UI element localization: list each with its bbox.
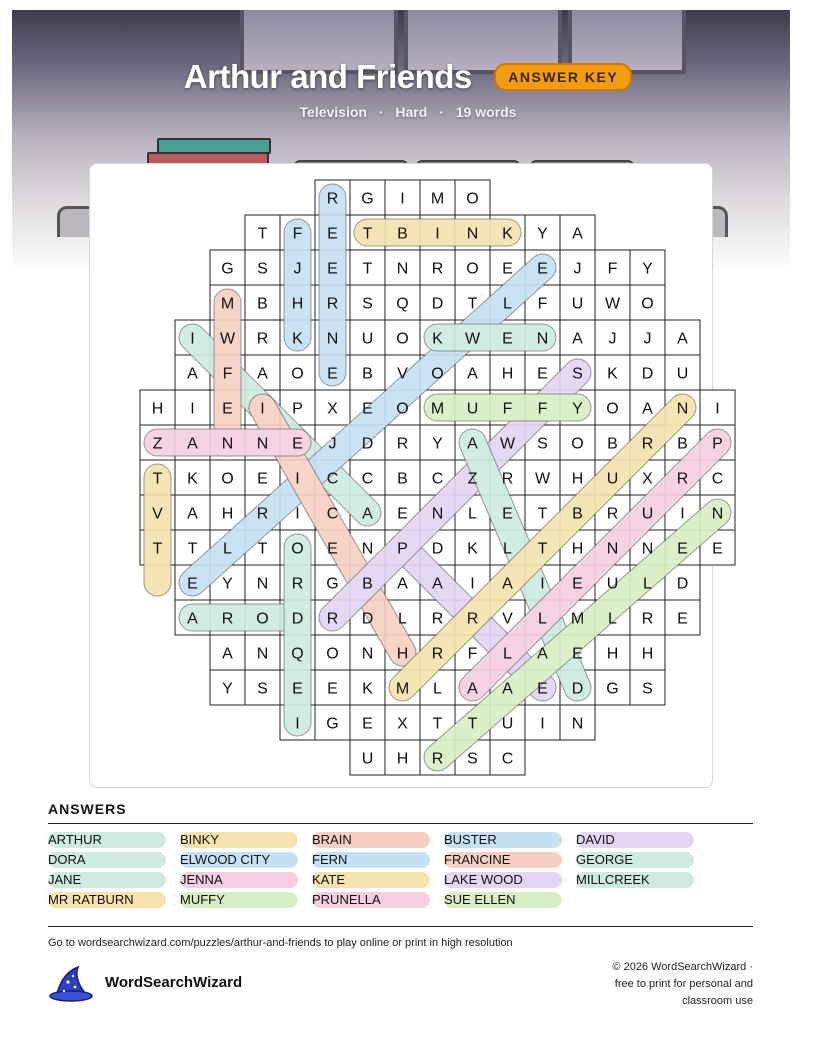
- grid-letter: H: [501, 365, 514, 383]
- grid-letter: A: [187, 435, 198, 453]
- grid-letter: E: [677, 610, 688, 628]
- grid-letter: N: [361, 645, 374, 663]
- grid-letter: T: [537, 505, 548, 523]
- grid-letter: B: [397, 470, 408, 488]
- grid-letter: M: [220, 295, 235, 313]
- grid-letter: T: [432, 715, 443, 733]
- grid-letter: N: [361, 540, 374, 558]
- grid-letter: R: [396, 435, 409, 453]
- grid-letter: O: [291, 540, 304, 558]
- grid-letter: A: [467, 365, 478, 383]
- grid-letter: E: [572, 645, 583, 663]
- grid-letter: O: [466, 260, 479, 278]
- grid-letter: J: [643, 330, 652, 348]
- grid-letter: B: [257, 295, 268, 313]
- grid-letter: O: [466, 190, 479, 208]
- grid-letter: I: [540, 715, 545, 733]
- grid-letter: T: [257, 225, 268, 243]
- grid-letter: W: [219, 330, 236, 348]
- grid-letter: A: [642, 400, 653, 418]
- grid-letter: F: [537, 400, 548, 418]
- grid-letter: M: [430, 400, 445, 418]
- grid-letter: C: [326, 470, 339, 488]
- grid-letter: E: [502, 330, 513, 348]
- answer-item: BINKY: [180, 832, 298, 848]
- word-count-label: 19 words: [455, 104, 517, 120]
- grid-letter: O: [396, 330, 409, 348]
- grid-letter: D: [571, 680, 584, 698]
- grid-letter: A: [187, 505, 198, 523]
- grid-letter: I: [295, 470, 300, 488]
- grid-letter: Y: [222, 575, 233, 593]
- grid-letter: J: [573, 260, 582, 278]
- grid-letter: H: [641, 645, 654, 663]
- grid-letter: R: [466, 610, 479, 628]
- word-search-grid: [90, 164, 724, 787]
- highlight-george: [284, 534, 311, 736]
- grid-letter: A: [467, 435, 478, 453]
- grid-letter: Z: [467, 470, 478, 488]
- grid-letter: I: [435, 225, 440, 243]
- grid-letter: L: [608, 610, 617, 628]
- grid-letter: O: [431, 365, 444, 383]
- grid-letter: R: [606, 505, 619, 523]
- answer-item: ELWOOD CITY: [180, 852, 298, 868]
- highlight-buster: [319, 184, 346, 386]
- grid-letter: P: [397, 540, 408, 558]
- answer-item: PRUNELLA: [312, 892, 430, 908]
- answer-item: FERN: [312, 852, 430, 868]
- grid-letter: F: [292, 225, 303, 243]
- grid-letter: C: [711, 470, 724, 488]
- grid-letter: W: [499, 435, 516, 453]
- grid-letter: X: [327, 400, 338, 418]
- grid-letter: D: [676, 575, 689, 593]
- grid-letter: E: [362, 400, 373, 418]
- grid-letter: E: [292, 435, 303, 453]
- grid-letter: S: [537, 435, 548, 453]
- grid-letter: V: [397, 365, 408, 383]
- grid-letter: L: [503, 540, 512, 558]
- grid-letter: U: [606, 575, 619, 593]
- grid-letter: E: [362, 715, 373, 733]
- grid-letter: F: [222, 365, 233, 383]
- answer-key-badge: ANSWER KEY: [494, 63, 632, 91]
- grid-letter: R: [641, 435, 654, 453]
- grid-letter: K: [502, 225, 513, 243]
- grid-letter: U: [641, 505, 654, 523]
- grid-letter: Y: [432, 435, 443, 453]
- grid-letter: K: [187, 470, 198, 488]
- grid-letter: E: [572, 575, 583, 593]
- grid-letter: R: [326, 295, 339, 313]
- page-title: Arthur and Friends: [183, 58, 472, 95]
- grid-letter: K: [362, 680, 373, 698]
- grid-letter: A: [362, 505, 373, 523]
- grid-letter: E: [712, 540, 723, 558]
- grid-letter: N: [326, 330, 339, 348]
- grid-letter: V: [502, 610, 513, 628]
- grid-letter: K: [292, 330, 303, 348]
- grid-letter: Y: [572, 400, 583, 418]
- grid-letter: B: [677, 435, 688, 453]
- grid-letter: R: [501, 470, 514, 488]
- grid-letter: R: [431, 645, 444, 663]
- puzzle-card: [89, 163, 724, 788]
- answer-item: DAVID: [576, 832, 694, 848]
- grid-letter: N: [571, 715, 584, 733]
- grid-letter: S: [362, 295, 373, 313]
- copyright-notice: [553, 959, 753, 1010]
- grid-letter: B: [607, 435, 618, 453]
- grid-letter: T: [187, 540, 198, 558]
- grid-letter: O: [641, 295, 654, 313]
- answer-item: MR RATBURN: [48, 892, 166, 908]
- category-label: Television: [299, 104, 367, 120]
- grid-letter: F: [607, 260, 618, 278]
- grid-letter: N: [256, 435, 269, 453]
- answers-heading: ANSWERS: [48, 801, 127, 817]
- answer-item: DORA: [48, 852, 166, 868]
- grid-letter: I: [400, 190, 405, 208]
- grid-letter: E: [327, 540, 338, 558]
- grid-letter: I: [190, 400, 195, 418]
- answer-item: BRAIN: [312, 832, 430, 848]
- grid-letter: D: [361, 610, 374, 628]
- grid-letter: N: [711, 505, 724, 523]
- grid-letter: L: [503, 645, 512, 663]
- grid-letter: E: [327, 260, 338, 278]
- wizard-hat-icon: [48, 965, 94, 1003]
- grid-letter: A: [187, 365, 198, 383]
- grid-letter: A: [257, 365, 268, 383]
- grid-letter: R: [256, 330, 269, 348]
- grid-letter: D: [361, 435, 374, 453]
- grid-letter: H: [571, 540, 584, 558]
- grid-letter: A: [677, 330, 688, 348]
- grid-letter: R: [431, 260, 444, 278]
- grid-letter: T: [467, 715, 478, 733]
- grid-letter: A: [572, 330, 583, 348]
- grid-letter: N: [641, 540, 654, 558]
- grid-letter: A: [187, 610, 198, 628]
- grid-letter: Y: [537, 225, 548, 243]
- grid-letter: T: [152, 540, 163, 558]
- grid-letter: N: [256, 575, 269, 593]
- grid-letter: N: [606, 540, 619, 558]
- grid-letter: J: [608, 330, 617, 348]
- brand-name: WordSearchWizard: [105, 974, 243, 991]
- grid-letter: I: [295, 505, 300, 523]
- grid-letter: M: [395, 680, 410, 698]
- grid-letter: O: [221, 470, 234, 488]
- grid-letter: I: [680, 505, 685, 523]
- grid-letter: W: [534, 470, 551, 488]
- answer-item: GEORGE: [576, 852, 694, 868]
- grid-letter: G: [326, 575, 339, 593]
- grid-letter: O: [326, 645, 339, 663]
- footer-link[interactable]: Go to wordsearchwizard.com/puzzles/arthur-and-friends to play online or print in high resolution: [48, 937, 513, 949]
- grid-letter: F: [502, 400, 513, 418]
- grid-letter: T: [467, 295, 478, 313]
- brand-logo[interactable]: [48, 965, 243, 1001]
- grid-letter: H: [606, 645, 619, 663]
- grid-letter: I: [715, 400, 720, 418]
- grid-letter: L: [503, 295, 512, 313]
- grid-letter: R: [326, 610, 339, 628]
- grid-letter: F: [537, 295, 548, 313]
- copyright-line: free to print for personal and: [614, 978, 753, 990]
- grid-letter: E: [537, 260, 548, 278]
- grid-letter: C: [501, 750, 514, 768]
- grid-letter: D: [291, 610, 304, 628]
- grid-letter: E: [327, 365, 338, 383]
- grid-letter: L: [398, 610, 407, 628]
- grid-letter: B: [397, 225, 408, 243]
- grid-letter: K: [432, 330, 443, 348]
- grid-letter: Y: [222, 680, 233, 698]
- grid-letter: E: [257, 470, 268, 488]
- answer-item: LAKE WOOD: [444, 872, 562, 888]
- grid-letter: H: [291, 295, 304, 313]
- answer-item: ARTHUR: [48, 832, 166, 848]
- answer-item: SUE ELLEN: [444, 892, 562, 908]
- grid-letter: S: [572, 365, 583, 383]
- difficulty-label: Hard: [395, 104, 428, 120]
- grid-letter: E: [537, 365, 548, 383]
- grid-letter: G: [606, 680, 619, 698]
- grid-letter: R: [431, 750, 444, 768]
- grid-letter: E: [502, 260, 513, 278]
- grid-letter: U: [361, 750, 374, 768]
- grid-letter: E: [537, 680, 548, 698]
- grid-letter: H: [571, 470, 584, 488]
- grid-letter: T: [537, 540, 548, 558]
- grid-letter: T: [152, 470, 163, 488]
- grid-letter: H: [221, 505, 234, 523]
- grid-letter: R: [326, 190, 339, 208]
- grid-letter: Z: [152, 435, 163, 453]
- answers-list: [48, 832, 753, 914]
- grid-letter: E: [502, 505, 513, 523]
- grid-letter: R: [431, 610, 444, 628]
- grid-letter: I: [295, 715, 300, 733]
- grid-letter: R: [676, 470, 689, 488]
- answer-item: FRANCINE: [444, 852, 562, 868]
- grid-letter: T: [362, 260, 373, 278]
- grid-letter: N: [676, 400, 689, 418]
- grid-letter: N: [396, 260, 409, 278]
- grid-letter: O: [571, 435, 584, 453]
- answer-item: MILLCREEK: [576, 872, 694, 888]
- answers-divider: [48, 823, 753, 824]
- puzzle-meta: [0, 104, 816, 120]
- grid-letter: E: [292, 680, 303, 698]
- grid-letter: G: [221, 260, 234, 278]
- grid-letter: J: [293, 260, 302, 278]
- grid-letter: F: [467, 645, 478, 663]
- answer-item: MUFFY: [180, 892, 298, 908]
- grid-letter: P: [292, 400, 303, 418]
- grid-letter: O: [396, 400, 409, 418]
- answer-item: KATE: [312, 872, 430, 888]
- grid-letter: L: [643, 575, 652, 593]
- grid-letter: C: [361, 470, 374, 488]
- grid-letter: A: [572, 225, 583, 243]
- grid-letter: L: [433, 680, 442, 698]
- grid-letter: B: [362, 575, 373, 593]
- grid-letter: T: [257, 540, 268, 558]
- grid-letter: O: [291, 365, 304, 383]
- grid-letter: X: [642, 470, 653, 488]
- footer-divider: [48, 926, 753, 927]
- grid-letter: B: [572, 505, 583, 523]
- grid-letter: E: [222, 400, 233, 418]
- grid-letter: C: [326, 505, 339, 523]
- grid-letter: A: [432, 575, 443, 593]
- grid-letter: G: [326, 715, 339, 733]
- grid-letter: Q: [291, 645, 304, 663]
- grid-letter: I: [540, 575, 545, 593]
- grid-letter: U: [606, 470, 619, 488]
- grid-letter: A: [222, 645, 233, 663]
- grid-letter: U: [676, 365, 689, 383]
- answer-item: JANE: [48, 872, 166, 888]
- grid-letter: R: [256, 505, 269, 523]
- grid-letter: P: [712, 435, 723, 453]
- grid-letter: I: [470, 575, 475, 593]
- grid-letter: S: [467, 750, 478, 768]
- answer-item: BUSTER: [444, 832, 562, 848]
- grid-letter: J: [328, 435, 337, 453]
- grid-letter: R: [641, 610, 654, 628]
- grid-letter: R: [221, 610, 234, 628]
- grid-letter: L: [223, 540, 232, 558]
- grid-letter: A: [397, 575, 408, 593]
- grid-letter: K: [607, 365, 618, 383]
- grid-letter: I: [260, 400, 265, 418]
- grid-letter: H: [396, 645, 409, 663]
- grid-letter: C: [431, 470, 444, 488]
- title-row: [0, 58, 816, 96]
- grid-letter: N: [256, 645, 269, 663]
- grid-letter: W: [604, 295, 621, 313]
- grid-letter: L: [468, 505, 477, 523]
- grid-letter: Y: [642, 260, 653, 278]
- grid-letter: I: [190, 330, 195, 348]
- grid-letter: N: [536, 330, 549, 348]
- grid-letter: M: [430, 190, 445, 208]
- grid-letter: X: [397, 715, 408, 733]
- grid-letter: E: [397, 505, 408, 523]
- meta-separator: ·: [378, 104, 384, 120]
- grid-letter: N: [221, 435, 234, 453]
- grid-letter: L: [538, 610, 547, 628]
- grid-letter: R: [291, 575, 304, 593]
- grid-letter: U: [571, 295, 584, 313]
- grid-letter: A: [502, 575, 513, 593]
- grid-letter: E: [327, 680, 338, 698]
- grid-letter: O: [606, 400, 619, 418]
- grid-letter: W: [464, 330, 481, 348]
- grid-letter: E: [327, 225, 338, 243]
- grid-letter: U: [466, 400, 479, 418]
- grid-letter: K: [467, 540, 478, 558]
- grid-letter: N: [466, 225, 479, 243]
- grid-letter: V: [152, 505, 163, 523]
- grid-letter: S: [257, 680, 268, 698]
- grid-letter: M: [570, 610, 585, 628]
- grid-letter: A: [502, 680, 513, 698]
- grid-letter: D: [641, 365, 654, 383]
- grid-letter: A: [467, 680, 478, 698]
- grid-letter: A: [537, 645, 548, 663]
- grid-letter: D: [431, 540, 444, 558]
- grid-letter: B: [362, 365, 373, 383]
- grid-letter: Q: [396, 295, 409, 313]
- grid-letter: U: [361, 330, 374, 348]
- grid-letter: G: [361, 190, 374, 208]
- grid-letter: S: [257, 260, 268, 278]
- grid-letter: T: [362, 225, 373, 243]
- meta-separator: ·: [439, 104, 444, 120]
- grid-letter: E: [677, 540, 688, 558]
- grid-letter: S: [642, 680, 653, 698]
- copyright-line: © 2026 WordSearchWizard ·: [612, 961, 753, 973]
- grid-letter: H: [396, 750, 409, 768]
- grid-letter: D: [431, 295, 444, 313]
- grid-letter: O: [256, 610, 269, 628]
- grid-letter: N: [431, 505, 444, 523]
- grid-letter: H: [151, 400, 164, 418]
- copyright-line: classroom use: [682, 995, 753, 1007]
- grid-letter: E: [187, 575, 198, 593]
- grid-letter: U: [501, 715, 514, 733]
- answer-item: JENNA: [180, 872, 298, 888]
